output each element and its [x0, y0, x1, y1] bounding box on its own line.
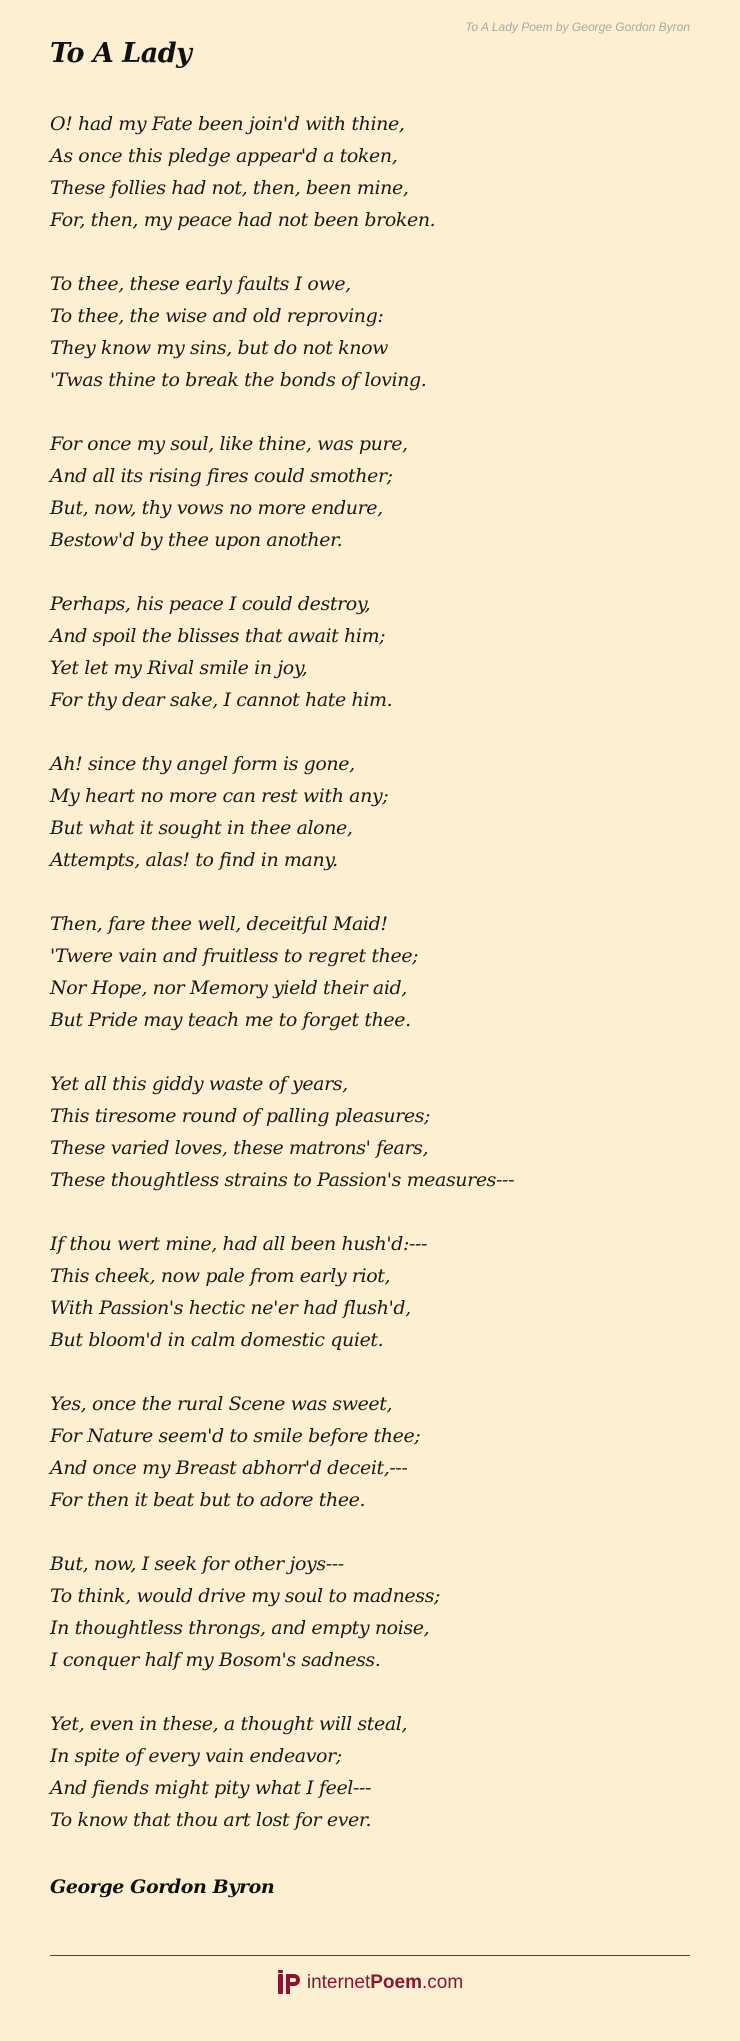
- poem-title: To A Lady: [50, 38, 192, 69]
- stanza-6: [50, 908, 700, 1036]
- stanza-3: [50, 428, 700, 556]
- poem-line: But, now, thy vows no more endure,: [50, 497, 383, 519]
- poem-line: In thoughtless throngs, and empty noise,: [50, 1617, 430, 1639]
- poem-line: Yes, once the rural Scene was sweet,: [50, 1393, 393, 1415]
- poem-line: In spite of every vain endeavor;: [50, 1745, 342, 1767]
- header-credit: To A Lady Poem by George Gordon Byron: [465, 20, 690, 34]
- stanza-11: [50, 1708, 700, 1836]
- poem-body: [50, 108, 700, 1868]
- logo-prefix: internet: [306, 1972, 371, 1993]
- site-logo-text: [307, 1972, 463, 1994]
- poem-line: But, now, I seek for other joys---: [50, 1553, 344, 1575]
- poem-line: Yet, even in these, a thought will steal,: [50, 1713, 408, 1735]
- stanza-4: [50, 588, 700, 716]
- poem-line: To thee, these early faults I owe,: [50, 273, 351, 295]
- poem-line: And all its rising fires could smother;: [50, 465, 393, 487]
- poem-line: This cheek, now pale from early riot,: [50, 1265, 391, 1287]
- stanza-10: [50, 1548, 700, 1676]
- poem-line: 'Twas thine to break the bonds of loving.: [50, 369, 427, 391]
- stanza-9: [50, 1388, 700, 1516]
- stanza-7: [50, 1068, 700, 1196]
- poem-line: And fiends might pity what I feel---: [50, 1777, 372, 1799]
- poem-line: My heart no more can rest with any;: [50, 785, 389, 807]
- poem-line: And spoil the blisses that await him;: [50, 625, 386, 647]
- stanza-8: [50, 1228, 700, 1356]
- poem-line: O! had my Fate been join'd with thine,: [50, 113, 405, 135]
- poem-line: These varied loves, these matrons' fears,: [50, 1137, 429, 1159]
- poem-line: Yet let my Rival smile in joy,: [50, 657, 308, 679]
- poem-line: Perhaps, his peace I could destroy,: [50, 593, 371, 615]
- poem-line: This tiresome round of palling pleasures;: [50, 1105, 431, 1127]
- poem-line: Ah! since thy angel form is gone,: [50, 753, 355, 775]
- poem-line: I conquer half my Bosom's sadness.: [50, 1649, 381, 1671]
- poem-line: For, then, my peace had not been broken.: [50, 209, 436, 231]
- poem-line: Bestow'd by thee upon another.: [50, 529, 343, 551]
- poem-line: For once my soul, like thine, was pure,: [50, 433, 408, 455]
- poem-line: These follies had not, then, been mine,: [50, 177, 409, 199]
- poem-line: They know my sins, but do not know: [50, 337, 389, 359]
- poem-line: Then, fare thee well, deceitful Maid!: [50, 913, 388, 935]
- poem-line: But bloom'd in calm domestic quiet.: [50, 1329, 384, 1351]
- poem-line: But Pride may teach me to forget thee.: [50, 1009, 411, 1031]
- poem-line: Nor Hope, nor Memory yield their aid,: [50, 977, 407, 999]
- stanza-2: [50, 268, 700, 396]
- logo-strong: Poem: [370, 1972, 422, 1993]
- footer-divider: [50, 1955, 690, 1956]
- poem-line: To think, would drive my soul to madness;: [50, 1585, 440, 1607]
- poem-line: For then it beat but to adore thee.: [50, 1489, 366, 1511]
- poem-line: These thoughtless strains to Passion's measures---: [50, 1169, 515, 1191]
- poem-line: As once this pledge appear'd a token,: [50, 145, 398, 167]
- poem-line: To thee, the wise and old reproving:: [50, 305, 384, 327]
- poem-line: For Nature seem'd to smile before thee;: [50, 1425, 421, 1447]
- poem-line: For thy dear sake, I cannot hate him.: [50, 689, 393, 711]
- stanza-1: [50, 108, 700, 236]
- poem-line: But what it sought in thee alone,: [50, 817, 353, 839]
- poem-author: George Gordon Byron: [50, 1876, 275, 1898]
- poem-line: And once my Breast abhorr'd deceit,---: [50, 1457, 408, 1479]
- poem-line: Attempts, alas! to find in many.: [50, 849, 338, 871]
- poem-line: To know that thou art lost for ever.: [50, 1809, 372, 1831]
- poem-line: 'Twere vain and fruitless to regret thee;: [50, 945, 419, 967]
- logo-suffix: .com: [421, 1972, 464, 1993]
- site-logo[interactable]: [0, 1968, 740, 1998]
- stanza-5: [50, 748, 700, 876]
- poem-line: With Passion's hectic ne'er had flush'd,: [50, 1297, 411, 1319]
- poem-line: If thou wert mine, had all been hush'd:---: [50, 1233, 428, 1255]
- poem-line: Yet all this giddy waste of years,: [50, 1073, 348, 1095]
- internetpoem-logo-icon: [277, 1970, 301, 1996]
